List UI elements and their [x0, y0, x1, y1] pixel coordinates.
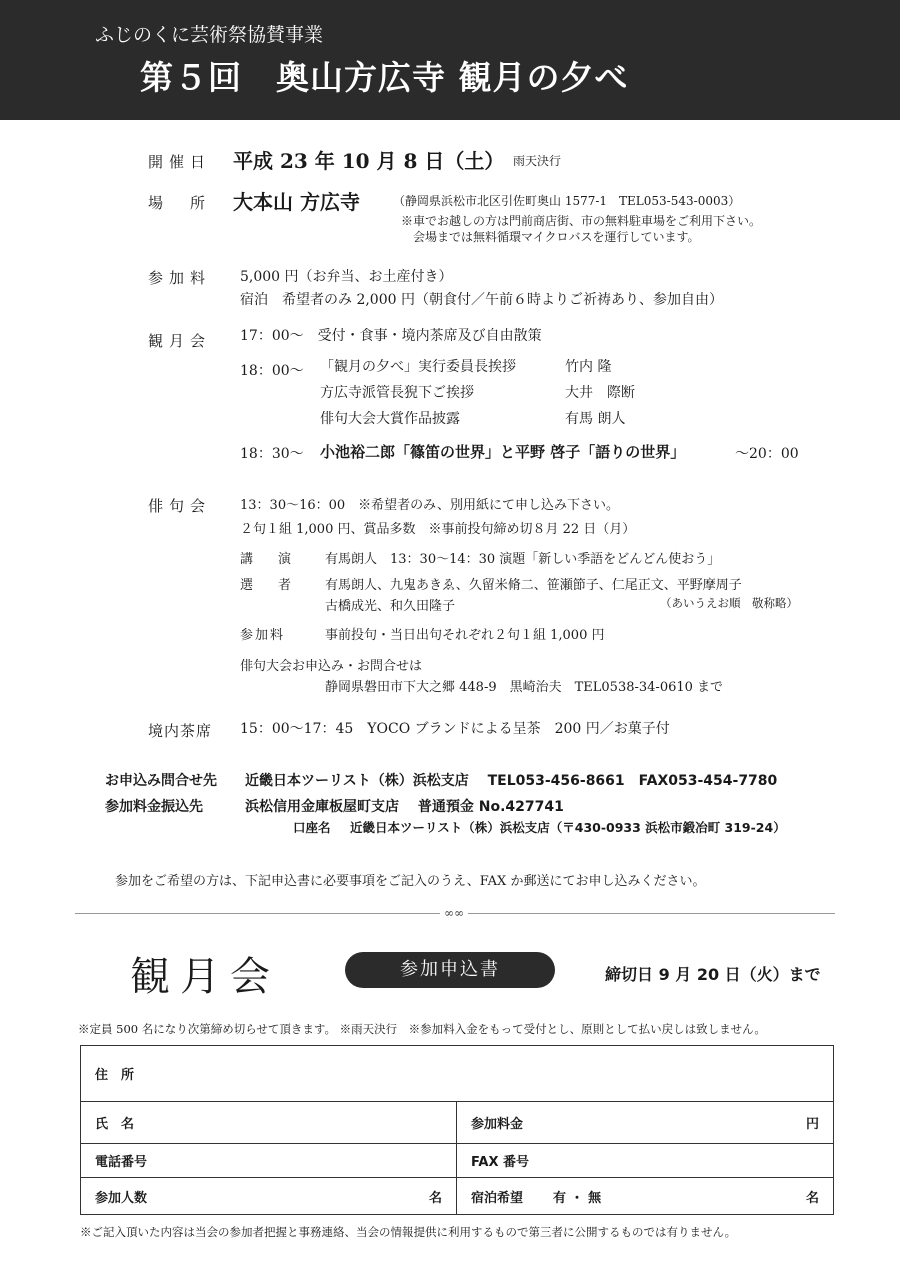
haiku-line-1: 13：30～16：00 ※希望者のみ、別用紙にて申し込み下さい。 [240, 498, 619, 513]
header-subtitle: ふじのくに芸術祭協賛事業 [95, 24, 324, 46]
fee-label: 参加料 [148, 269, 212, 287]
haiku-judges-note: （あいうえお順 敬称略） [660, 596, 798, 610]
form-deadline: 締切日 9 月 20 日（火）まで [605, 965, 821, 984]
form-notice: ※定員 500 名になり次第締め切らせて頂きます。 ※雨天決行 ※参加料入金をもって受付とし、原則として払い戻しは致しません。 [78, 1022, 766, 1036]
header-banner [0, 0, 900, 120]
moon-time-3: 18：30～ [240, 446, 304, 462]
venue-address: （静岡県浜松市北区引佐町奥山 1577-1 TEL053-543-0003） [393, 194, 741, 208]
venue-note-1: ※車でお越しの方は門前商店街、市の無料駐車場をご利用下さい。 [401, 214, 762, 228]
invite-text: 参加をご希望の方は、下記申込書に必要事項をご記入のうえ、FAX か郵送にてお申し込みください。 [115, 874, 706, 889]
contact-text-1: 近畿日本ツーリスト（株）浜松支店 TEL053-456-8661 FAX053-454-7780 [245, 773, 778, 789]
fee-field[interactable] [457, 1102, 834, 1144]
moon-act-1: 「観月の夕べ」実行委員長挨拶 [320, 359, 516, 375]
contact-text-2: 浜松信用金庫板屋町支店 普通預金 No.427741 [245, 799, 564, 815]
count-label: 参加人数 [95, 1190, 148, 1206]
venue-label: 場 所 [148, 194, 212, 212]
tea-label: 境内茶席 [148, 722, 213, 740]
moon-who-2: 大井 際断 [565, 385, 635, 401]
haiku-judges-1: 有馬朗人、九鬼あきゑ、久留米脩二、笹瀬節子、仁尾正文、平野摩周子 [325, 578, 742, 593]
haiku-inquiry: 俳句大会お申込み・お問合せは [240, 659, 423, 674]
date-label: 開催日 [148, 153, 212, 171]
phone-label: 電話番号 [95, 1155, 148, 1170]
fee-line-1: 5,000 円（お弁当、お土産付き） [240, 269, 453, 285]
address-label: 住 所 [95, 1068, 135, 1083]
form-title: 観月会 [130, 954, 280, 1000]
fee-field-label: 参加料金 [471, 1117, 524, 1132]
stay-field[interactable] [457, 1178, 834, 1215]
phone-field[interactable] [81, 1144, 457, 1178]
haiku-fee-label: 参加料 [240, 628, 286, 643]
moon-who-3: 有馬 朗人 [565, 411, 626, 427]
contact-label-2: 参加料金振込先 [105, 799, 203, 815]
stay-options[interactable]: 有 ・ 無 [553, 1190, 602, 1206]
venue-name: 大本山 方広寺 [233, 190, 360, 214]
form-row-count [81, 1178, 834, 1215]
privacy-note: ※ご記入頂いた内容は当会の参加者把握と事務連絡、当会の情報提供に利用するもので第三者に公開するものでは有りません。 [80, 1225, 737, 1239]
venue-note-2: 会場までは無料循環マイクロバスを運行しています。 [413, 230, 700, 244]
divider-ornament-icon: ∞∞ [440, 906, 468, 920]
fax-field[interactable] [457, 1144, 834, 1178]
haiku-lecture-label: 講 演 [240, 552, 298, 567]
moon-end: ～20：00 [735, 446, 799, 462]
tea-text: 15：00～17：45 YOCO ブランドによる呈茶 200 円／お菓子付 [240, 721, 670, 737]
haiku-inquiry-address: 静岡県磐田市下大之郷 448-9 黒崎治夫 TEL0538-34-0610 まで [325, 680, 724, 695]
stay-label: 宿泊希望 [471, 1190, 524, 1206]
count-field[interactable] [81, 1178, 457, 1215]
fee-line-2: 宿泊 希望者のみ 2,000 円（朝食付／午前６時よりご祈祷あり、参加自由） [240, 292, 723, 308]
account-label: 口座名 [293, 820, 331, 835]
moon-highlight: 小池裕二郎「篠笛の世界」と平野 啓子「語りの世界」 [320, 443, 686, 461]
haiku-line-2: ２句１組 1,000 円、賞品多数 ※事前投句締め切８月 22 日（月） [240, 522, 636, 537]
form-row-phone [81, 1144, 834, 1178]
contact-label-1: お申込み問合せ先 [105, 773, 217, 789]
form-badge: 参加申込書 [345, 952, 555, 988]
moon-row-1: 17：00～ 受付・食事・境内茶席及び自由散策 [240, 328, 542, 344]
moon-act-3: 俳句大会大賞作品披露 [320, 411, 460, 427]
stay-unit: 名 [805, 1190, 819, 1206]
application-form-table [80, 1045, 834, 1215]
address-field[interactable] [81, 1046, 834, 1102]
haiku-lecture: 有馬朗人 13：30～14：30 演題「新しい季語をどんどん使おう」 [325, 552, 721, 567]
date-note: 雨天決行 [513, 154, 562, 168]
haiku-fee: 事前投句・当日出句それぞれ２句１組 1,000 円 [325, 628, 605, 643]
yen-unit: 円 [805, 1117, 819, 1132]
form-row-address [81, 1046, 834, 1102]
name-label: 氏 名 [95, 1117, 135, 1132]
account-text: 近畿日本ツーリスト（株）浜松支店（〒430-0933 浜松市鍛冶町 319-24） [350, 820, 786, 835]
form-row-name [81, 1102, 834, 1144]
moon-label: 観月会 [148, 332, 212, 350]
haiku-judges-label: 選 者 [240, 578, 298, 593]
name-field[interactable] [81, 1102, 457, 1144]
people-unit: 名 [428, 1190, 442, 1206]
fax-label: FAX 番号 [471, 1155, 529, 1170]
moon-who-1: 竹内 隆 [565, 359, 612, 375]
moon-act-2: 方広寺派管長猊下ご挨拶 [320, 385, 474, 401]
haiku-label: 俳句会 [148, 497, 212, 515]
haiku-judges-2: 古橋成光、和久田隆子 [325, 599, 456, 614]
header-title: 第５回 奥山方広寺 観月の夕べ [140, 58, 629, 97]
date-value: 平成 23 年 10 月 8 日（土） [233, 149, 505, 173]
moon-time-2: 18：00～ [240, 363, 304, 379]
